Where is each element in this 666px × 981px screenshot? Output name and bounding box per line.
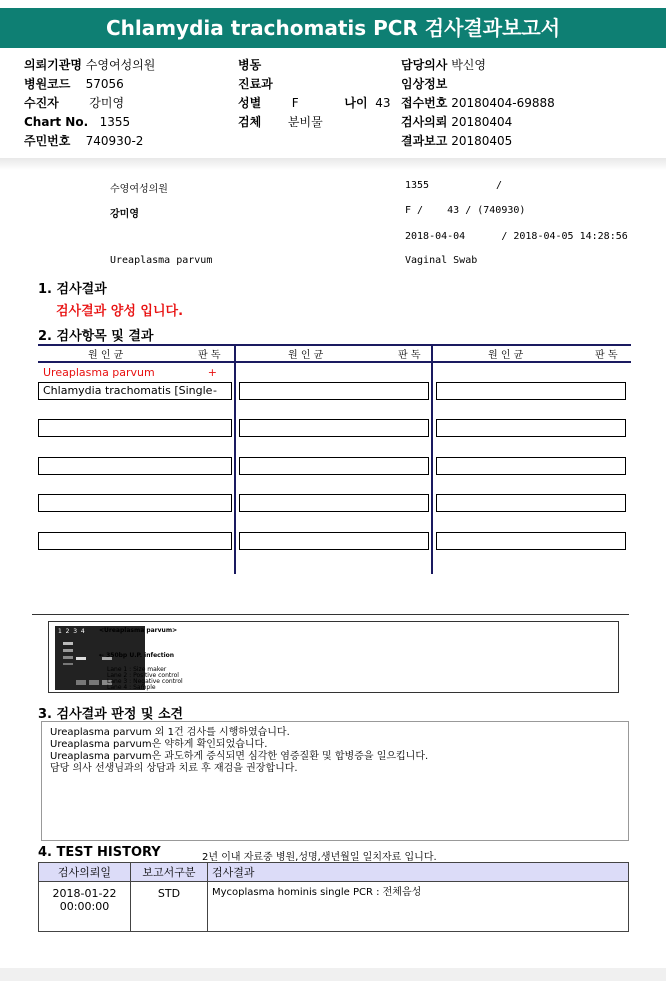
specimen-label: 검체 bbox=[238, 115, 262, 129]
history-header-row bbox=[39, 863, 629, 882]
history-table bbox=[38, 862, 629, 932]
gel-title: <Ureaplasma parvum> bbox=[99, 627, 178, 634]
gel-band-label: ← 350bp U.P. infection bbox=[99, 652, 175, 659]
col2-header-organism: 원 인 균 bbox=[288, 350, 324, 361]
header-divider bbox=[0, 158, 666, 170]
positive-result-text: 검사결과 양성 입니다. bbox=[56, 304, 184, 319]
col3-header-organism: 원 인 균 bbox=[488, 350, 524, 361]
summary-dates: 2018-04-04 / 2018-04-05 14:28:56 bbox=[405, 231, 628, 242]
summary-organism: Ureaplasma parvum bbox=[110, 255, 213, 266]
col3-header-reading: 판 독 bbox=[595, 350, 618, 361]
specimen-value: 분비물 bbox=[287, 115, 323, 129]
report-date-label: 결과보고 bbox=[401, 134, 448, 148]
grid-divider-1 bbox=[234, 344, 236, 574]
history-time: 00:00:00 bbox=[59, 900, 110, 913]
sex-value: F bbox=[291, 96, 299, 110]
report-date-value: 20180405 bbox=[451, 134, 513, 148]
empty-result-cell bbox=[436, 382, 626, 400]
col2-header-reading: 판 독 bbox=[398, 350, 421, 361]
section-3-heading: 3. 검사결과 판정 및 소견 bbox=[38, 707, 184, 722]
report-title: Chlamydia trachomatis PCR 검사결과보고서 bbox=[0, 8, 666, 48]
opinion-line: Ureaplasma parvum 외 1건 검사를 시행하였습니다. bbox=[50, 727, 290, 738]
header-col-3 bbox=[401, 57, 555, 150]
receipt-no-value: 20180404-69888 bbox=[451, 96, 555, 110]
request-date-value: 20180404 bbox=[451, 115, 513, 129]
result-organism: Ureaplasma parvum bbox=[43, 366, 155, 379]
empty-result-cell bbox=[436, 532, 626, 550]
empty-result-cell bbox=[239, 494, 429, 512]
history-date-cell bbox=[39, 882, 131, 932]
resident-no-value: 740930-2 bbox=[85, 134, 144, 148]
gel-legend-2: Lane 2 : Positive control bbox=[107, 672, 179, 679]
empty-result-cell bbox=[436, 494, 626, 512]
resident-no-label: 주민번호 bbox=[24, 134, 71, 148]
hospital-name-value: 수영여성의원 bbox=[85, 58, 156, 72]
summary-chart: 1355 bbox=[405, 180, 430, 191]
doctor-label: 담당의사 bbox=[401, 58, 448, 72]
summary-specimen: Vaginal Swab bbox=[405, 255, 478, 266]
grid-top-rule bbox=[38, 344, 631, 346]
doctor-value: 박신영 bbox=[451, 58, 486, 72]
patient-value: 강미영 bbox=[89, 96, 125, 110]
ward-label: 병동 bbox=[238, 58, 262, 72]
chart-no-value: 1355 bbox=[99, 115, 131, 129]
opinion-box bbox=[41, 721, 629, 841]
opinion-line: Ureaplasma parvum은 약하게 확인되었습니다. bbox=[50, 739, 268, 750]
age-value: 43 bbox=[375, 96, 391, 110]
header-col-1 bbox=[24, 57, 155, 150]
history-header-type: 보고서구분 bbox=[131, 863, 208, 882]
gel-legend-1: Lane 1 : Size maker bbox=[107, 666, 167, 673]
summary-sex-age: F / 43 / (740930) bbox=[405, 205, 526, 216]
gel-electrophoresis-panel bbox=[48, 621, 619, 693]
opinion-line: 담당 의사 선생님과의 상담과 치료 후 재검을 권장합니다. bbox=[50, 763, 298, 774]
chart-no-label: Chart No. bbox=[24, 115, 89, 129]
empty-result-cell bbox=[436, 457, 626, 475]
grid-divider-2 bbox=[431, 344, 433, 574]
hospital-name-label: 의뢰기관명 bbox=[24, 58, 82, 72]
history-header-result: 검사결과 bbox=[208, 863, 629, 882]
empty-result-cell bbox=[38, 419, 232, 437]
section-2-heading: 2. 검사항목 및 결과 bbox=[38, 329, 154, 344]
result-mark: + bbox=[207, 366, 217, 379]
age-label: 나이 bbox=[344, 96, 368, 110]
empty-result-cell bbox=[239, 419, 429, 437]
empty-result-cell bbox=[38, 457, 232, 475]
hospital-code-label: 병원코드 bbox=[24, 77, 71, 91]
result-row bbox=[38, 364, 232, 382]
summary-chart-slash: / bbox=[496, 180, 503, 191]
history-header-date: 검사의뢰일 bbox=[39, 863, 131, 882]
gel-legend-3: Lane 3 : Negative control bbox=[107, 678, 183, 685]
empty-result-cell bbox=[239, 382, 429, 400]
history-date: 2018-01-22 bbox=[52, 887, 117, 900]
empty-result-cell bbox=[38, 532, 232, 550]
col1-header-organism: 원 인 균 bbox=[88, 350, 124, 361]
hospital-code-value: 57056 bbox=[85, 77, 124, 91]
section-4-heading: 4. TEST HISTORY bbox=[38, 845, 161, 860]
history-note: 2년 이내 자료중 병원,성명,생년월일 일치자료 입니다. bbox=[202, 852, 437, 863]
header-col-2 bbox=[238, 57, 391, 131]
gel-lane-numbers: 1 2 3 4 bbox=[58, 628, 85, 635]
receipt-no-label: 접수번호 bbox=[401, 96, 448, 110]
col1-header-reading: 판 독 bbox=[198, 350, 221, 361]
request-date-label: 검사의뢰 bbox=[401, 115, 448, 129]
sex-label: 성별 bbox=[238, 96, 262, 110]
result-mark: - bbox=[213, 384, 217, 397]
gel-divider bbox=[32, 614, 629, 615]
summary-hospital: 수영여성의원 bbox=[110, 184, 168, 195]
history-type: STD bbox=[131, 882, 208, 932]
empty-result-cell bbox=[239, 532, 429, 550]
result-organism: Chlamydia trachomatis [Single bbox=[43, 384, 213, 397]
department-label: 진료과 bbox=[238, 77, 273, 91]
summary-name: 강미영 bbox=[110, 209, 139, 220]
empty-result-cell bbox=[436, 419, 626, 437]
opinion-line: Ureaplasma parvum은 과도하게 증식되면 심각한 염증질환 및 합병증을 일으킵니다. bbox=[50, 751, 429, 762]
patient-label: 수진자 bbox=[24, 96, 59, 110]
clinical-info-label: 임상정보 bbox=[401, 77, 448, 91]
section-1-heading: 1. 검사결과 bbox=[38, 282, 107, 297]
empty-result-cell bbox=[239, 457, 429, 475]
empty-result-cell bbox=[38, 494, 232, 512]
result-row bbox=[38, 382, 232, 400]
gel-legend-4: Lane 4 : Sample bbox=[107, 684, 156, 691]
grid-header-rule bbox=[38, 361, 631, 363]
page-footer-bar bbox=[0, 968, 666, 981]
history-result: Mycoplasma hominis single PCR : 전체음성 bbox=[208, 882, 629, 932]
table-row bbox=[39, 882, 629, 932]
